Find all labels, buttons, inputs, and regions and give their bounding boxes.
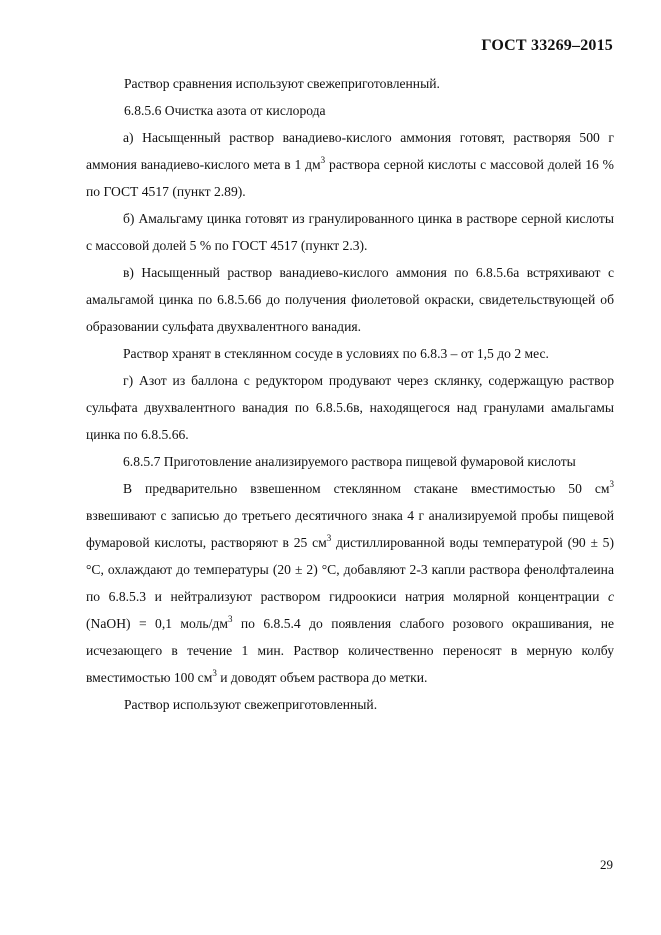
paragraph-item-a-text-1: а) Насыщенный раствор ванадиево-кислого аммония готовят, растворяя 500 г аммония ванадиево-кислого мета в 1 дм bbox=[86, 130, 614, 172]
paragraph-item-g: г) Азот из баллона с редуктором продувают через склянку, содержащую раствор сульфата двухвалентного ванадия по 6.8.5.6в, находящегося над гранулами амальгамы цинка по 6.8.5.66. bbox=[86, 373, 614, 442]
paragraph-use-fresh: Раствор используют свежеприготовленный. bbox=[124, 697, 378, 712]
section-heading-6-8-5-6: 6.8.5.6 Очистка азота от кислорода bbox=[124, 103, 326, 118]
superscript-3: 3 bbox=[227, 614, 233, 624]
superscript-3: 3 bbox=[326, 533, 332, 543]
document-header-standard-number: ГОСТ 33269–2015 bbox=[481, 37, 613, 54]
section-heading-6-8-5-7: 6.8.5.7 Приготовление анализируемого раствора пищевой фумаровой кислоты bbox=[123, 454, 576, 469]
paragraph-item-b: б) Амальгаму цинка готовят из гранулированного цинка в растворе серной кислоты с массовой долей 5 % по ГОСТ 4517 (пункт 2.3). bbox=[86, 211, 614, 253]
paragraph-item-a bbox=[86, 124, 614, 205]
paragraph-storage: Раствор хранят в стеклянном сосуде в условиях по 6.8.3 – от 1,5 до 2 мес. bbox=[123, 346, 549, 361]
procedure-text-5: по 6.8.5.4 до появления слабого розового окрашивания, не исчезающего в течение 1 мин. Раствор количественно переносят в мерную колбу вместимостью 100 см bbox=[86, 616, 614, 685]
procedure-text-1: В предварительно взвешенном стеклянном стакане вместимостью 50 см bbox=[123, 481, 610, 496]
procedure-text-4: (NaOH) = 0,1 моль/дм bbox=[86, 616, 228, 631]
paragraph-item-v: в) Насыщенный раствор ванадиево-кислого аммония по 6.8.5.6а встряхивают с амальгамой цинка по 6.8.5.66 до получения фиолетовой окраски, свидетельствующей об образовании сульфата двухвалентного ванадия. bbox=[86, 265, 614, 334]
superscript-3: 3 bbox=[320, 155, 326, 165]
paragraph-preparation-procedure bbox=[86, 475, 614, 691]
procedure-text-2: взвешивают с записью до третьего десятичного знака 4 г анализируемой пробы пищевой фумаровой кислоты, растворяют в 25 см bbox=[86, 508, 614, 550]
procedure-text-6: и доводят объем раствора до метки. bbox=[216, 670, 428, 685]
superscript-3: 3 bbox=[212, 668, 217, 678]
paragraph-item-a-text-2: раствора серной кислоты с массовой долей 16 % по ГОСТ 4517 (пункт 2.89). bbox=[86, 157, 615, 199]
concentration-symbol: c bbox=[607, 589, 614, 604]
document-body bbox=[86, 70, 614, 718]
procedure-text-3: дистиллированной воды температурой (90 ± 5) °С, охлаждают до температуры (20 ± 2) °С, добавляют 2-3 капли раствора фенолфталеина по 6.8.5.3 и нейтрализуют раствором гидроокиси натрия молярной концентрации bbox=[86, 535, 614, 604]
page-number: 29 bbox=[600, 857, 613, 872]
superscript-3: 3 bbox=[609, 479, 614, 489]
paragraph-reference-solution: Раствор сравнения используют свежеприготовленный. bbox=[124, 76, 440, 91]
